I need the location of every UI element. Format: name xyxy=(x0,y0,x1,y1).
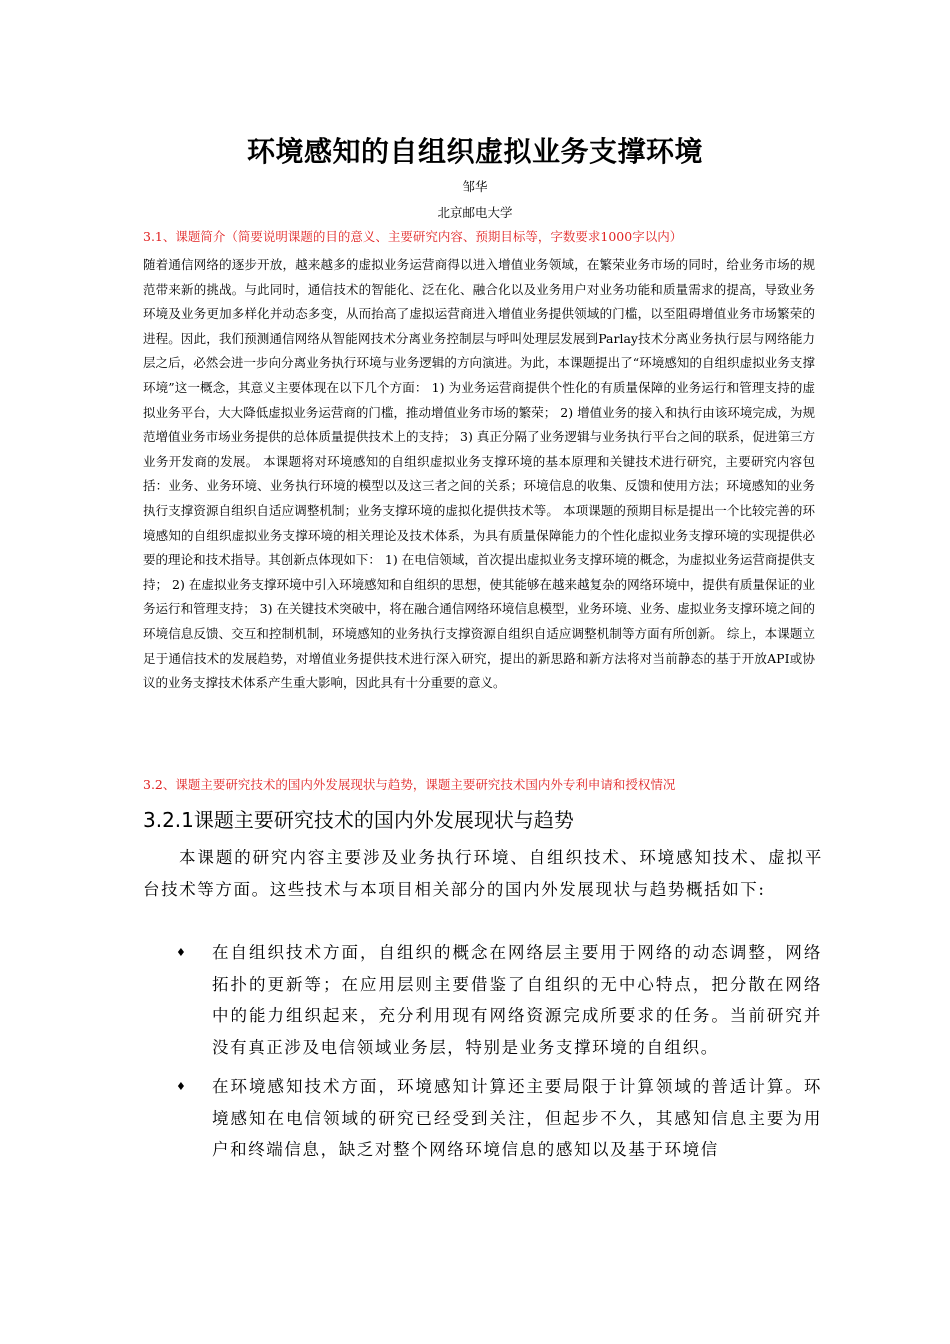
section-3-1-heading: 3.1、课题简介（简要说明课题的目的意义、主要研究内容、预期目标等，字数要求1000字以内） xyxy=(143,229,683,244)
author-affiliation: 北京邮电大学 xyxy=(437,205,513,220)
author-name: 邹华 xyxy=(462,179,488,194)
section-3-2-1-lead-paragraph: 本课题的研究内容主要涉及业务执行环境、自组织技术、环境感知技术、虚拟平台技术等方面。这些技术与本项目相关部分的国内外发展现状与趋势概括如下: xyxy=(143,848,823,899)
diamond-bullet-icon: ♦ xyxy=(176,946,188,959)
section-3-2-heading: 3.2、课题主要研究技术的国内外发展现状与趋势，课题主要研究技术国内外专利申请和授权情况 xyxy=(143,777,676,792)
diamond-bullet-icon: ♦ xyxy=(176,1080,188,1093)
list-item xyxy=(172,937,822,1063)
document-title: 环境感知的自组织虚拟业务支撑环境 xyxy=(246,135,703,168)
list-item xyxy=(172,1071,822,1166)
bullet-list xyxy=(172,937,822,1174)
section-3-1-body: 随着通信网络的逐步开放，越来越多的虚拟业务运营商得以进入增值业务领域，在繁荣业务市场的同时，给业务市场的规范带来新的挑战。与此同时，通信技术的智能化、泛在化、融合化以及业务用户对业务功能和质量需求的提高，导致业务环境及业务更加多样化并动态多变，从而抬高了虚拟运营商进入增值业务提供领域的门槛，以至阻碍增值业务市场繁荣的进程。因此，我们预测通信网络从智能网技术分离业务控制层与呼叫处理层发展到Parlay技术分离业务执行层与网络能力层之后，必然会进一步向分离业务执行环境与业务逻辑的方向演进。为此，本课题提出了“环境感知的自组织虚拟业务支撑环境”这一概念，其意义主要体现在以下几个方面： 1) 为业务运营商提供个性化的有质量保障的业务运行和管理支持的虚拟业务平台，大大降低虚拟业务运营商的门槛，推动增值业务市场的繁荣； 2) 增值业务的接入和执行由该环境完成，为规范增值业务市场业务提供的总体质量提供技术上的支持； 3) 真正分隔了业务逻辑与业务执行平台之间的联系，促进第三方业务开发商的发展。 本课题将对环境感知的自组织虚拟业务支撑环境的基本原理和关键技术进行研究，主要研究内容包括：业务、业务环境、业务执行环境的模型以及这三者之间的关系；环境信息的收集、反馈和使用方法；环境感知的业务执行支撑资源自组织自适应调整机制；业务支撑环境的虚拟化提供技术等。 本项课题的预期目标是提出一个比较完善的环境感知的自组织虚拟业务支撑环境的相关理论及技术体系，为具有质量保障能力的个性化虚拟业务支撑环境的实现提供必要的理论和技术指导。其创新点体现如下： 1) 在电信领域，首次提出虚拟业务支撑环境的概念，为虚拟业务运营商提供支持； 2) 在虚拟业务支撑环境中引入环境感知和自组织的思想，使其能够在越来越复杂的网络环境中，提供有质量保证的业务运行和管理支持； 3) 在关键技术突破中，将在融合通信网络环境信息模型，业务环境、业务、虚拟业务支撑环境之间的环境信息反馈、交互和控制机制，环境感知的业务执行支撑资源自组织自适应调整机制等方面有所创新。 综上，本课题立足于通信技术的发展趋势，对增值业务提供技术进行深入研究，提出的新思路和新方法将对当前静态的基于开放API或协议的业务支撑技术体系产生重大影响，因此具有十分重要的意义。 xyxy=(143,257,815,691)
list-item-text: 在自组织技术方面，自组织的概念在网络层主要用于网络的动态调整，网络拓扑的更新等；在应用层则主要借鉴了自组织的无中心特点，把分散在网络中的能力组织起来，充分利用现有网络资源完成所要求的任务。当前研究并没有真正涉及电信领域业务层，特别是业务支撑环境的自组织。 xyxy=(212,943,822,1057)
list-item-text: 在环境感知技术方面，环境感知计算还主要局限于计算领域的普适计算。环境感知在电信领域的研究已经受到关注，但起步不久，其感知信息主要为用户和终端信息，缺乏对整个网络环境信息的感知以及基于环境信 xyxy=(212,1077,822,1159)
section-3-2-1-heading: 3.2.1课题主要研究技术的国内外发展现状与趋势 xyxy=(143,808,574,832)
